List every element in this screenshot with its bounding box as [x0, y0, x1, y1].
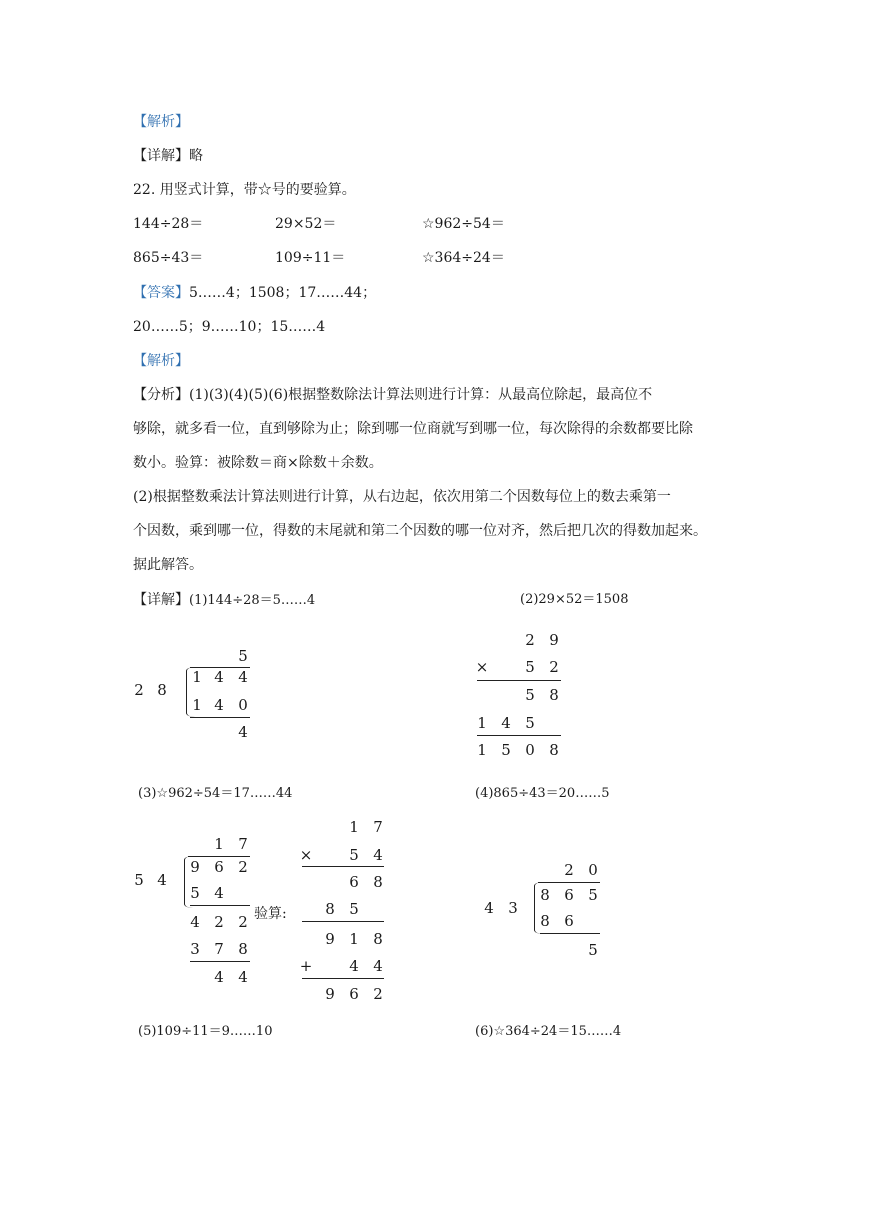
- digit: 7: [373, 818, 383, 836]
- digit: 5: [525, 714, 535, 732]
- digit: 4: [238, 968, 248, 986]
- verify-label: 验算:: [254, 906, 287, 922]
- digit: 7: [214, 940, 224, 958]
- digit: 1: [477, 741, 487, 759]
- detail-item-2: (2)29×52＝1508: [520, 592, 629, 607]
- digit: 6: [564, 912, 574, 930]
- answer-line-1: [133, 283, 376, 303]
- digit: 5: [588, 941, 598, 959]
- subtraction-line: [190, 717, 250, 718]
- fenxi-line-4: (2)根据整数乘法计算法则进行计算，从右边起，依次用第二个因数每位上的数去乘第一: [133, 489, 671, 505]
- digit: 4: [349, 957, 359, 975]
- answer-line-2: 20……5；9……10；15……4: [133, 319, 326, 335]
- digit: 8: [325, 900, 335, 918]
- digit: 0: [588, 861, 598, 879]
- detail-prefix: 【详解】: [133, 148, 189, 164]
- problem-1: 144÷28＝: [133, 216, 204, 232]
- detail-item-6: (6)☆364÷24＝15……4: [475, 1024, 622, 1039]
- fenxi-text-1: (1)(3)(4)(5)(6)根据整数除法计算法则进行计算：从最高位除起，最高位不: [189, 387, 653, 403]
- fenxi-line-3: 数小。验算：被除数＝商×除数＋余数。: [133, 455, 383, 471]
- digit: 6: [564, 886, 574, 904]
- digit: 1: [192, 696, 202, 714]
- times-sign: ×: [475, 658, 489, 676]
- sum-line: [477, 735, 561, 736]
- fenxi-line-6: 据此解答。: [133, 557, 203, 573]
- digit: 0: [238, 696, 248, 714]
- detail-item-4: (4)865÷43＝20……5: [475, 786, 610, 801]
- detail-item-3: (3)☆962÷54＝17……44: [138, 786, 293, 801]
- digit: 1: [214, 835, 224, 853]
- digit: 8: [540, 886, 550, 904]
- detail-text: 略: [189, 148, 203, 164]
- digit: 8: [238, 940, 248, 958]
- fenxi-line-5: 个因数，乘到哪一位，得数的末尾就和第二个因数的哪一位对齐，然后把几次的得数加起来。: [133, 523, 707, 539]
- problem-6: ☆364÷24＝: [422, 250, 505, 266]
- problem-4: 865÷43＝: [133, 250, 204, 266]
- digit: 9: [325, 930, 335, 948]
- digit: 5: [588, 886, 598, 904]
- digit: 4: [484, 899, 494, 917]
- analysis-tag-2: 【解析】: [133, 353, 189, 369]
- digit: 4: [214, 696, 224, 714]
- digit: 4: [157, 871, 167, 889]
- digit: 2: [214, 913, 224, 931]
- division-bar: [538, 882, 600, 883]
- digit: 8: [373, 930, 383, 948]
- detail-tag: 【详解】: [133, 592, 189, 608]
- digit: 2: [373, 985, 383, 1003]
- digit: 6: [349, 985, 359, 1003]
- digit: 1: [477, 714, 487, 732]
- detail-item-5: (5)109÷11＝9……10: [138, 1024, 273, 1039]
- digit: 4: [373, 846, 383, 864]
- digit: 8: [540, 912, 550, 930]
- question-title: 22. 用竖式计算，带☆号的要验算。: [133, 182, 356, 198]
- digit: 4: [190, 913, 200, 931]
- digit: 3: [508, 899, 518, 917]
- digit: 2: [238, 858, 248, 876]
- digit: 2: [134, 681, 144, 699]
- digit: 8: [549, 741, 559, 759]
- digit: 6: [214, 858, 224, 876]
- division-bar: [188, 856, 250, 857]
- digit: 4: [238, 668, 248, 686]
- digit: 7: [238, 835, 248, 853]
- digit: 5: [349, 846, 359, 864]
- digit: 2: [525, 631, 535, 649]
- problem-2: 29×52＝: [275, 216, 337, 232]
- fenxi-line-2: 够除，就多看一位，直到够除为止；除到哪一位商就写到哪一位，每次除得的余数都要比除: [133, 421, 693, 437]
- multiply-line: [302, 866, 384, 867]
- fenxi-tag: 【分析】: [133, 387, 189, 403]
- digit: 1: [349, 930, 359, 948]
- digit: 3: [190, 940, 200, 958]
- problem-3: ☆962÷54＝: [422, 216, 505, 232]
- digit: 1: [349, 818, 359, 836]
- item-1-text: (1)144÷28＝5……4: [189, 593, 316, 608]
- digit: 4: [501, 714, 511, 732]
- detail-line: [133, 146, 203, 166]
- digit: 5: [238, 647, 248, 665]
- digit: 9: [190, 858, 200, 876]
- digit: 1: [192, 668, 202, 686]
- digit: 2: [564, 861, 574, 879]
- digit: 4: [214, 884, 224, 902]
- sum-line: [302, 921, 384, 922]
- times-sign: ×: [299, 846, 313, 864]
- subtraction-line: [190, 905, 250, 906]
- sum-line: [302, 978, 384, 979]
- digit: 2: [238, 913, 248, 931]
- digit: 5: [190, 884, 200, 902]
- digit: 5: [525, 658, 535, 676]
- digit: 8: [549, 686, 559, 704]
- digit: 5: [349, 900, 359, 918]
- subtraction-line: [540, 933, 600, 934]
- fenxi-line-1: [133, 385, 652, 405]
- digit: 5: [525, 686, 535, 704]
- digit: 9: [549, 631, 559, 649]
- digit: 9: [325, 985, 335, 1003]
- digit: 5: [134, 871, 144, 889]
- plus-sign: +: [299, 957, 313, 975]
- digit: 2: [549, 658, 559, 676]
- digit: 8: [373, 873, 383, 891]
- digit: 6: [349, 873, 359, 891]
- answer-tag: 【答案】: [133, 285, 189, 301]
- problem-5: 109÷11＝: [275, 250, 346, 266]
- digit: 0: [525, 741, 535, 759]
- digit: 4: [373, 957, 383, 975]
- answer-text-1: 5……4；1508；17……44；: [189, 285, 377, 301]
- multiply-line: [477, 680, 561, 681]
- digit: 4: [214, 968, 224, 986]
- digit: 8: [157, 681, 167, 699]
- analysis-tag: 【解析】: [133, 114, 189, 130]
- subtraction-line: [190, 961, 250, 962]
- digit: 4: [238, 723, 248, 741]
- detail-item-1: [133, 590, 315, 611]
- digit: 4: [214, 668, 224, 686]
- digit: 5: [501, 741, 511, 759]
